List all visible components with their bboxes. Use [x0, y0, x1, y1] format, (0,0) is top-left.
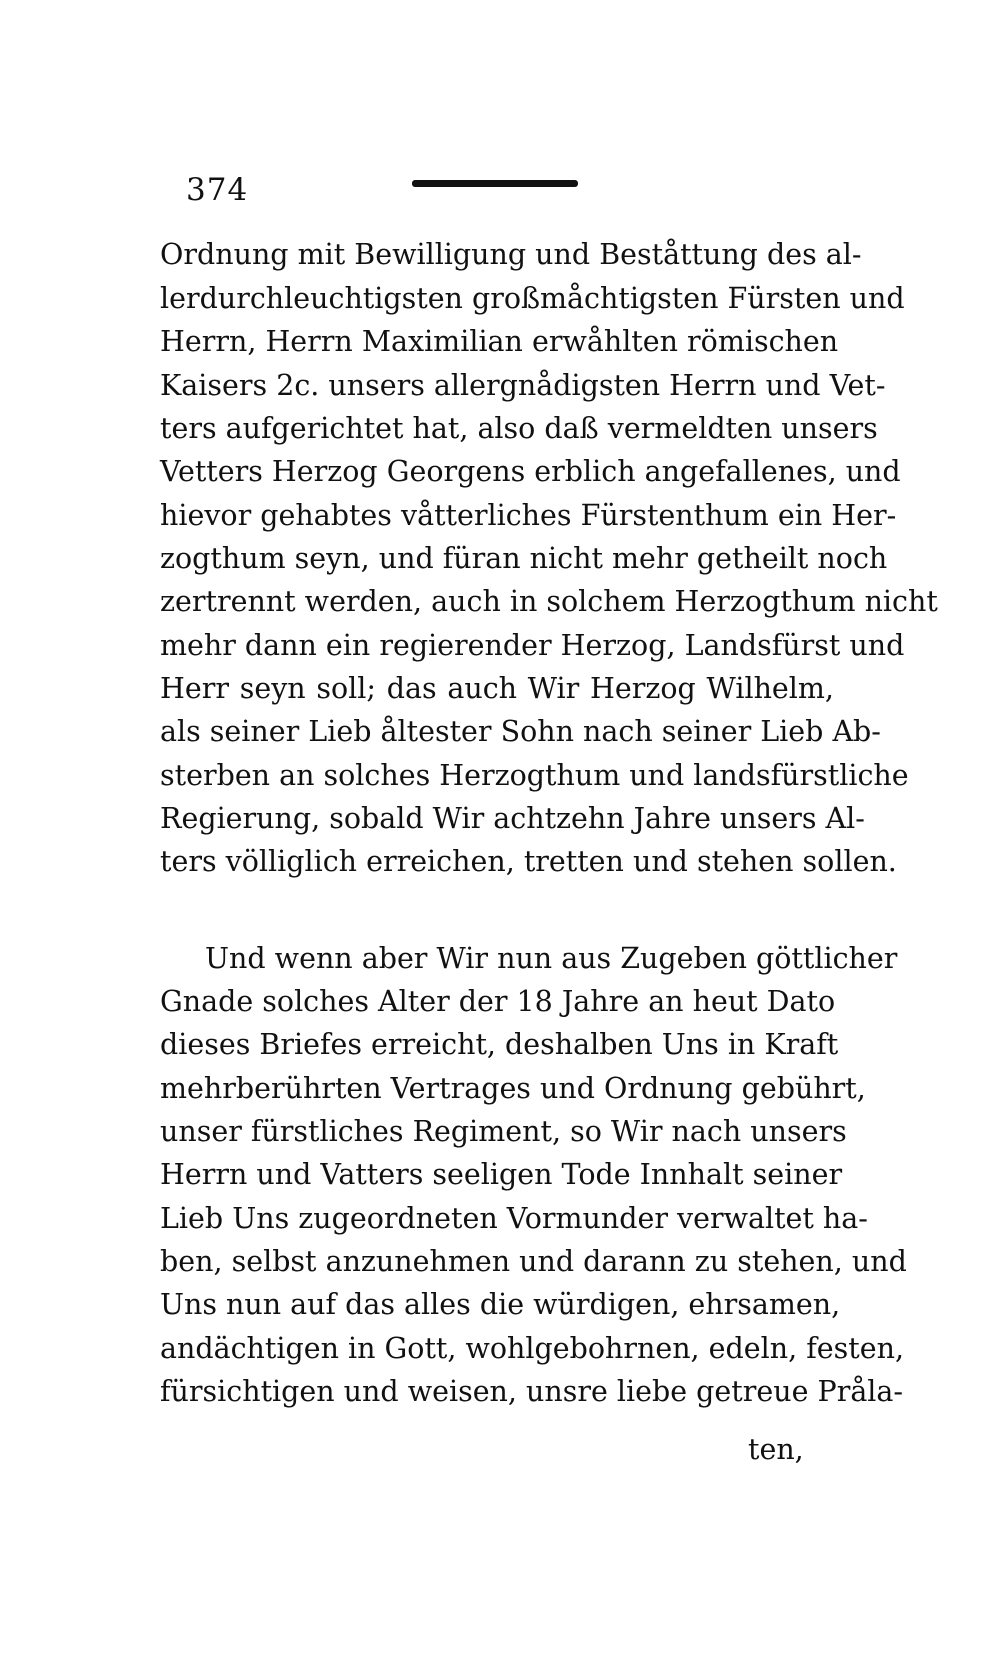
text-line: Herrn und Vatters seeligen Tode Innhalt seiner	[160, 1158, 843, 1191]
text-line: Regierung, sobald Wir achtzehn Jahre unsers Al-	[160, 802, 865, 835]
text-line: zogthum seyn, und füran nicht mehr getheilt noch	[160, 542, 888, 575]
text-line: ters völliglich erreichen, tretten und stehen sollen.	[160, 845, 897, 878]
text-line: andächtigen in Gott, wohlgebohrnen, edeln, festen,	[160, 1332, 905, 1365]
catchword: ten,	[748, 1433, 804, 1466]
text-line: Vetters Herzog Georgens erblich angefallenes, und	[160, 455, 901, 488]
text-line: unser fürstliches Regiment, so Wir nach unsers	[160, 1115, 847, 1148]
text-line: Kaisers 2c. unsers allergnådigsten Herrn und Vet-	[160, 369, 886, 402]
text-line: mehrberührten Vertrages und Ordnung gebührt,	[160, 1072, 866, 1105]
header-rule	[412, 180, 578, 187]
text-line: Herrn, Herrn Maximilian erwåhlten römischen	[160, 325, 839, 358]
page-number: 374	[186, 172, 249, 208]
text-line: Lieb Uns zugeordneten Vormunder verwaltet ha-	[160, 1202, 868, 1235]
text-line: Herr seyn soll; das auch Wir Herzog Wilhelm,	[160, 672, 834, 705]
text-line: dieses Briefes erreicht, deshalben Uns in Kraft	[160, 1028, 839, 1061]
text-line: zertrennt werden, auch in solchem Herzogthum nicht	[160, 585, 938, 618]
text-line: Und wenn aber Wir nun aus Zugeben göttlicher	[205, 942, 898, 975]
text-line: mehr dann ein regierender Herzog, Landsfürst und	[160, 629, 905, 662]
text-line: Uns nun auf das alles die würdigen, ehrsamen,	[160, 1288, 841, 1321]
text-line: ben, selbst anzunehmen und darann zu stehen, und	[160, 1245, 907, 1278]
text-line: ters aufgerichtet hat, also daß vermeldten unsers	[160, 412, 878, 445]
text-line: lerdurchleuchtigsten großmåchtigsten Fürsten und	[160, 282, 905, 315]
text-line: als seiner Lieb åltester Sohn nach seiner Lieb Ab-	[160, 715, 881, 748]
text-line: Gnade solches Alter der 18 Jahre an heut Dato	[160, 985, 836, 1018]
text-line: fürsichtigen und weisen, unsre liebe getreue Pråla-	[160, 1375, 904, 1408]
text-line: Ordnung mit Bewilligung und Beståttung des al-	[160, 238, 862, 271]
text-line: hievor gehabtes våtterliches Fürstenthum ein Her-	[160, 499, 897, 532]
text-line: sterben an solches Herzogthum und landsfürstliche	[160, 759, 909, 792]
